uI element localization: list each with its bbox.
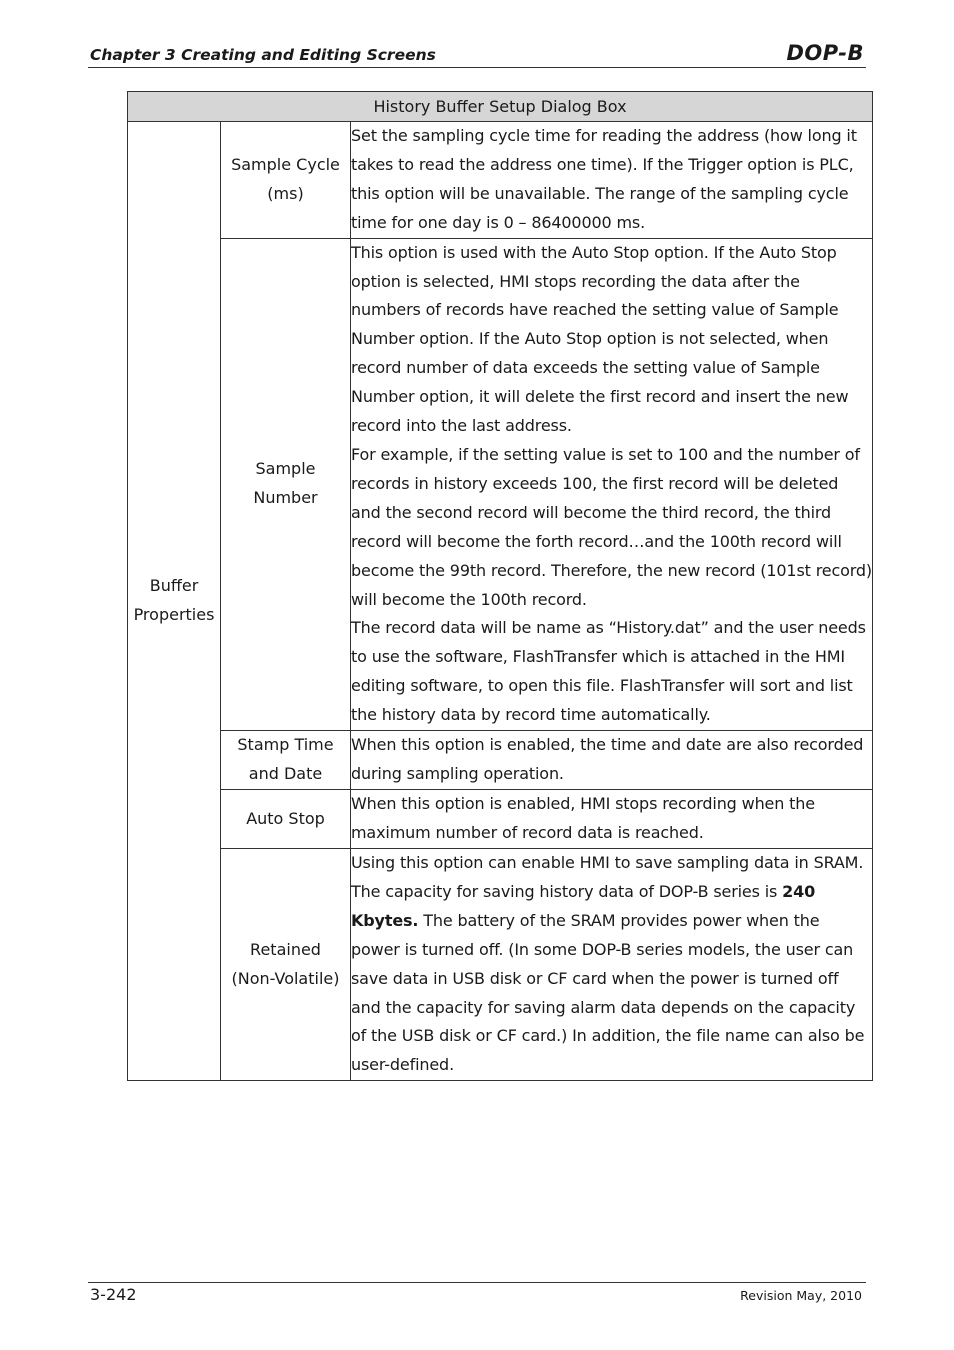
desc-sample-number <box>351 238 873 730</box>
item-name-line2: (Non-Volatile) <box>231 968 340 988</box>
revision-date: Revision May, 2010 <box>740 1288 862 1303</box>
desc-text: Using this option can enable HMI to save sampling data in SRAM. The capacity for saving history data of DOP-B series is <box>351 853 864 901</box>
desc-paragraph: For example, if the setting value is set to 100 and the number of records in history exceeds 100, the first record will be deleted and the second record will become the third record, the third record will become the forth record…and the 100th record will become the 99th record. Therefore, the new record (101st record) will become the 100th record. <box>351 444 873 609</box>
desc-sample-cycle <box>351 122 873 239</box>
page-number: 3-242 <box>90 1285 137 1304</box>
desc-stamp-time-date <box>351 731 873 790</box>
group-label-line1: Buffer <box>149 576 199 596</box>
item-name-line2: and Date <box>248 764 323 784</box>
item-retained <box>221 849 351 1081</box>
page-header <box>88 40 866 68</box>
group-buffer-properties <box>128 122 221 1081</box>
item-name-line2: (ms) <box>267 183 304 203</box>
desc-auto-stop <box>351 790 873 849</box>
item-sample-cycle <box>221 122 351 239</box>
desc-paragraph: When this option is enabled, the time and date are also recorded during sampling operation. <box>351 735 864 784</box>
desc-paragraph: The record data will be name as “History.dat” and the user needs to use the software, FlashTransfer which is attached in the HMI editing software, to open this file. FlashTransfer will sort and list the history data by record time automatically. <box>351 618 866 725</box>
item-sample-number <box>221 238 351 730</box>
history-buffer-table <box>127 91 873 1081</box>
chapter-title: Chapter 3 Creating and Editing Screens <box>90 46 436 64</box>
group-label-line2: Properties <box>133 605 215 625</box>
desc-paragraph: This option is used with the Auto Stop option. If the Auto Stop option is selected, HMI stops recording the data after the numbers of records have reached the setting value of Sample Number option. If the Auto Stop option is not selected, when record number of data exceeds the setting value of Sample Number option, it will delete the first record and insert the new record into the last address. <box>351 242 849 436</box>
desc-text: The battery of the SRAM provides power when the power is turned off. (In some DOP-B series models, the user can save data in USB disk or CF card when the power is turned off and the capacity for saving alarm data depends on the capacity of the USB disk or CF card.) In addition, the file name can also be user-defined. <box>351 910 865 1075</box>
item-auto-stop <box>221 790 351 849</box>
page-footer <box>88 1282 866 1304</box>
desc-paragraph: Set the sampling cycle time for reading the address (how long it takes to read the address one time). If the Trigger option is PLC, this option will be unavailable. The range of the sampling cycle time for one day is 0 – 86400000 ms. <box>351 126 857 232</box>
desc-bold-capacity: 240 Kbytes. <box>351 881 816 930</box>
item-name-line1: Sample Cycle <box>231 154 340 174</box>
item-name-line1: Retained <box>250 939 321 959</box>
item-name-line1: Sample <box>255 459 316 479</box>
desc-retained <box>351 849 873 1081</box>
item-name-line2: Number <box>253 488 318 508</box>
dop-b-logo: DOP-B <box>786 41 864 65</box>
item-name-line1: Stamp Time <box>237 735 334 755</box>
item-name-line1: Auto Stop <box>246 808 325 828</box>
table-title: History Buffer Setup Dialog Box <box>128 92 873 122</box>
desc-paragraph: When this option is enabled, HMI stops recording when the maximum number of record data is reached. <box>351 794 815 843</box>
item-stamp-time-date <box>221 731 351 790</box>
